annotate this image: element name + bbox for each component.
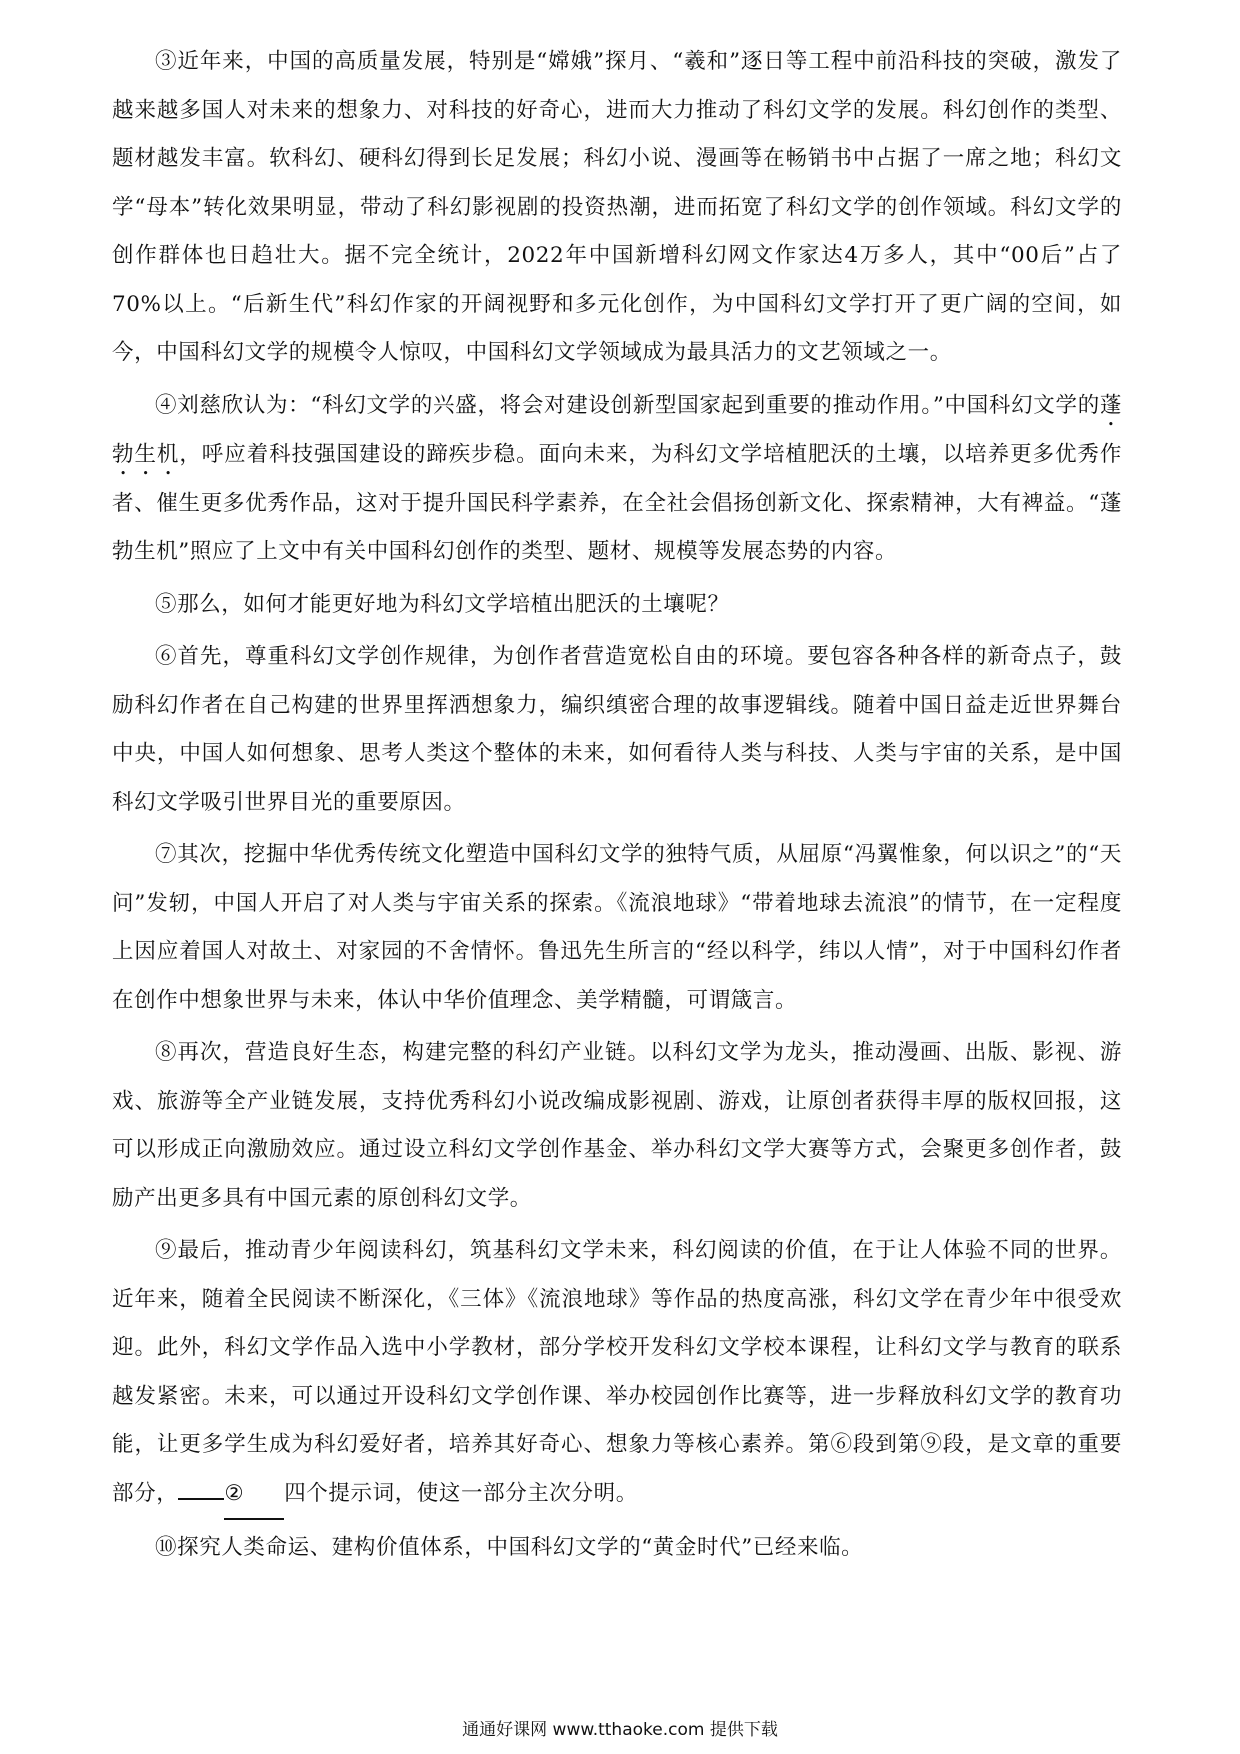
paragraph-4-rest: ，呼应着科技强国建设的蹄疾步稳。面向未来，为科幻文学培植肥沃的土壤，以培养更多优秀作者、催生更多优秀作品，这对于提升国民科学素养，在全社会倡扬创新文化、探索精神，大有裨益。“蓬勃生机”照应了上文中有关中国科幻创作的类型、题材、规模等发展态势的内容。 — [112, 441, 1122, 564]
paragraph-9-text: ⑨最后，推动青少年阅读科幻，筑基科幻文学未来，科幻阅读的价值，在于让人体验不同的世界。近年来，随着全民阅读不断深化，《三体》《流浪地球》等作品的热度高涨，科幻文学在青少年中很受欢迎。此外，科幻文学作品入选中小学教材，部分学校开发科幻文学校本课程，让科幻文学与教育的联系越发紧密。未来，可以通过开设科幻文学创作课、举办校园创作比赛等，进一步释放科幻文学的教育功能，让更多学生成为科幻爱好者，培养其好奇心、想象力等核心素养。第⑥段到第⑨段，是文章的重要部分， — [112, 1238, 1122, 1506]
emphasized-phrase: 蓬勃生机 — [112, 392, 1122, 467]
answer-blank-2-label: ② — [224, 1480, 245, 1506]
answer-blank-2 — [224, 1470, 284, 1521]
paragraph-9 — [112, 1227, 1122, 1520]
paragraph-4 — [112, 382, 1122, 577]
paragraph-3: ③近年来，中国的高质量发展，特别是“嫦娥”探月、“羲和”逐日等工程中前沿科技的突破，激发了越来越多国人对未来的想象力、对科技的好奇心，进而大力推动了科幻文学的发展。科幻创作的类型、题材越发丰富。软科幻、硬科幻得到长足发展；科幻小说、漫画等在畅销书中占据了一席之地；科幻文学“母本”转化效果明显，带动了科幻影视剧的投资热潮，进而拓宽了科幻文学的创作领域。科幻文学的创作群体也日趋壮大。据不完全统计，2022年中国新增科幻网文作家达4万多人，其中“00后”占了70%以上。“后新生代”科幻作家的开阔视野和多元化创作，为中国科幻文学打开了更广阔的空间，如今，中国科幻文学的规模令人惊叹，中国科幻文学领域成为最具活力的文艺领域之一。 — [112, 49, 1122, 365]
paragraph-10: ⑩探究人类命运、建构价值体系，中国科幻文学的“黄金时代”已经来临。 — [155, 1535, 864, 1560]
paragraph-6: ⑥首先，尊重科幻文学创作规律，为创作者营造宽松自由的环境。要包容各种各样的新奇点子，鼓励科幻作者在自己构建的世界里挥洒想象力，编织缜密合理的故事逻辑线。随着中国日益走近世界舞台中央，中国人如何想象、思考人类这个整体的未来，如何看待人类与科技、人类与宇宙的关系，是中国科幻文学吸引世界目光的重要原因。 — [112, 644, 1122, 815]
paragraph-5: ⑤那么，如何才能更好地为科幻文学培植出肥沃的土壤呢？ — [155, 591, 730, 617]
paragraph-4-intro: ④刘慈欣认为：“科幻文学的兴盛，将会对建设创新型国家起到重要的推动作用。”中国科幻文学的 — [155, 392, 1100, 418]
footer-watermark: 通通好课网 www.tthaoke.com 提供下载 — [462, 1720, 778, 1740]
paragraph-9-tail: 四个提示词，使这一部分主次分明。 — [284, 1480, 638, 1506]
paragraph-8: ⑧再次，营造良好生态，构建完整的科幻产业链。以科幻文学为龙头，推动漫画、出版、影视、游戏、旅游等全产业链发展，支持优秀科幻小说改编成影视剧、游戏，让原创者获得丰厚的版权回报，这可以形成正向激励效应。通过设立科幻文学创作基金、举办科幻文学大赛等方式，会聚更多创作者，鼓励产出更多具有中国元素的原创科幻文学。 — [112, 1040, 1122, 1211]
paragraph-7: ⑦其次，挖掘中华优秀传统文化塑造中国科幻文学的独特气质，从屈原“冯翼惟象，何以识之”的“天问”发轫，中国人开启了对人类与宇宙关系的探索。《流浪地球》“带着地球去流浪”的情节，在一定程度上因应着国人对故土、对家园的不舍情怀。鲁迅先生所言的“经以科学，纬以人情”，对于中国科幻作者在创作中想象世界与未来，体认中华价值理念、美学精髓，可谓箴言。 — [112, 842, 1122, 1013]
answer-blank-line — [178, 1474, 224, 1500]
document-body — [112, 38, 1122, 1577]
